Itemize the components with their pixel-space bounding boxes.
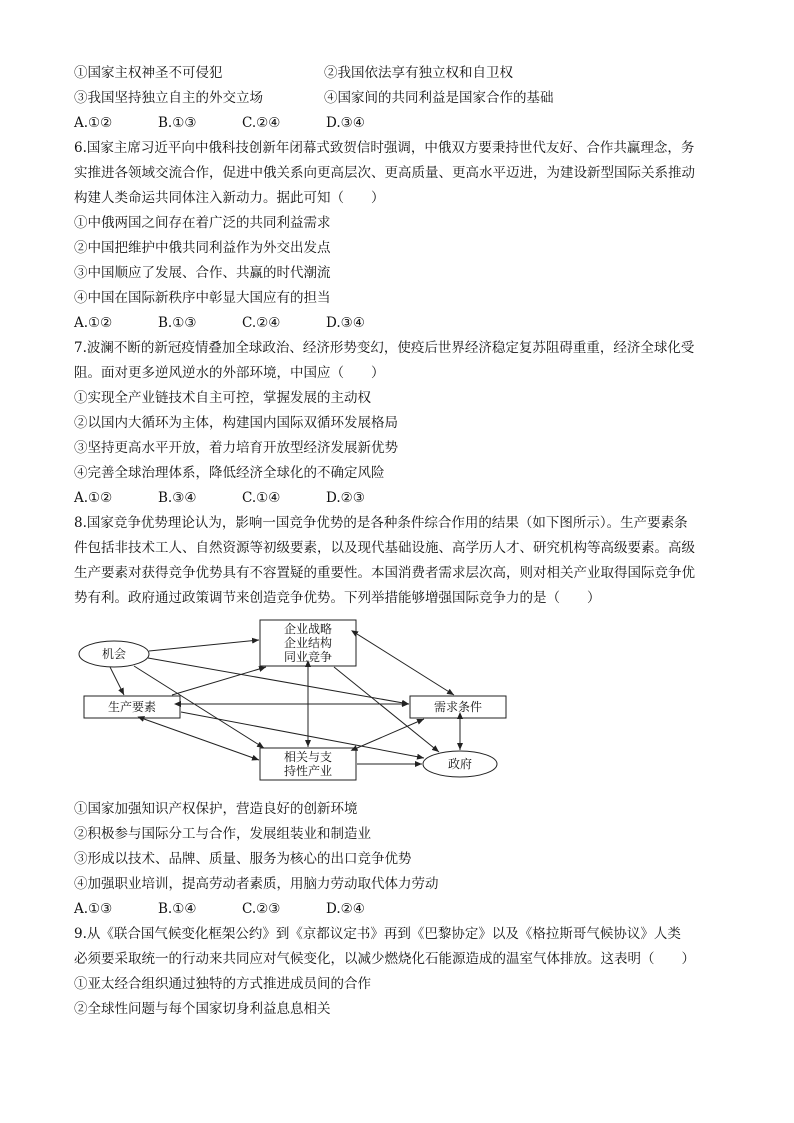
arrow-factors-strategy [172,667,266,695]
q8-answers [74,900,410,918]
q8-stem-line-1: 8.国家竞争优势理论认为，影响一国竞争优势的是各种条件综合作用的结果（如下图所示）。生产要素条 [74,515,688,531]
q8-answer-b[interactable]: B.①④ [158,901,197,917]
q5-answer-c[interactable]: C.②④ [242,115,281,131]
q6-option-1: ①中俄两国之间存在着广泛的共同利益需求 [74,215,331,231]
q6-answer-d[interactable]: D.③④ [326,315,365,331]
q6-option-3: ③中国顺应了发展、合作、共赢的时代潮流 [74,265,331,281]
node-strategy-line-1: 企业战略 [283,622,333,636]
node-demand-label: 需求条件 [433,700,483,714]
arrow-factors-related [144,719,259,760]
q5-answer-b[interactable]: B.①③ [158,115,197,131]
q6-stem-line-1: 6.国家主席习近平向中俄科技创新年闭幕式致贺信时强调，中俄双方要秉持世代友好、合作共赢理念，务 [74,140,695,156]
q6-stem-line-2: 实推进各领域交流合作，促进中俄关系向更高层次、更高质量、更高水平迈进，为建设新型国际关系推动 [74,165,695,181]
q7-answer-b[interactable]: B.③④ [158,490,197,506]
q5-option-2: ②我国依法享有独立权和自卫权 [324,65,513,81]
competitive-advantage-diagram [74,612,514,784]
q9-option-2: ②全球性问题与每个国家切身利益息息相关 [74,1001,331,1017]
q7-option-3: ③坚持更高水平开放，着力培育开放型经济发展新优势 [74,440,398,456]
q5-option-4: ④国家间的共同利益是国家合作的基础 [324,90,554,106]
q6-stem-line-3: 构建人类命运共同体注入新动力。据此可知（ ） [74,190,385,206]
q6-answer-a[interactable]: A.①② [74,315,113,331]
q6-option-2: ②中国把维护中俄共同利益作为外交出发点 [74,240,331,256]
q5-answer-a[interactable]: A.①② [74,115,113,131]
q8-option-2: ②积极参与国际分工与合作，发展组装业和制造业 [74,826,371,842]
q8-answer-a[interactable]: A.①③ [74,901,113,917]
q8-option-4: ④加强职业培训，提高劳动者素质，用脑力劳动取代体力劳动 [74,876,439,892]
q9-option-1: ①亚太经合组织通过独特的方式推进成员间的合作 [74,976,371,992]
q5-option-1: ①国家主权神圣不可侵犯 [74,65,223,81]
q9-stem-line-1: 9.从《联合国气候变化框架公约》到《京都议定书》再到《巴黎协定》以及《格拉斯哥气候协议》人类 [74,926,681,942]
q7-option-4: ④完善全球治理体系，降低经济全球化的不确定风险 [74,465,385,481]
q6-option-4: ④中国在国际新秩序中彰显大国应有的担当 [74,290,331,306]
q6-answer-c[interactable]: C.②④ [242,315,281,331]
node-government-label: 政府 [447,757,473,771]
q7-stem-line-1: 7.波澜不断的新冠疫情叠加全球政治、经济形势变幻，使疫后世界经济稳定复苏阻碍重重，经济全球化受 [74,340,695,356]
q8-stem-line-3: 生产要素对获得竞争优势具有不容置疑的重要性。本国消费者需求层次高，则对相关产业取得国际竞争优 [74,565,695,581]
q8-answer-c[interactable]: C.②③ [242,901,281,917]
q8-option-3: ③形成以技术、品牌、质量、服务为核心的出口竞争优势 [74,851,412,867]
q5-answers [74,114,410,132]
node-related-line-2: 持性产业 [283,764,333,778]
q8-option-1: ①国家加强知识产权保护，营造良好的创新环境 [74,801,358,817]
q8-stem-line-2: 件包括非技术工人、自然资源等初级要素，以及现代基础设施、高学历人才、研究机构等高级要素。高级 [74,540,695,556]
q8-stem-line-4: 势有利。政府通过政策调节来创造竞争优势。下列举措能够增强国际竞争力的是（ ） [74,590,601,606]
q7-answers [74,489,410,507]
arrow-chance-factors [110,667,124,695]
arrow-chance-strategy [149,640,259,651]
q7-option-2: ②以国内大循环为主体，构建国内国际双循环发展格局 [74,415,398,431]
q6-answers [74,314,410,332]
q9-stem-line-2: 必须要采取统一的行动来共同应对气候变化，以减少燃烧化石能源造成的温室气体排放。这表明（ ） [74,951,695,967]
q7-answer-c[interactable]: C.①④ [242,490,281,506]
q7-stem-line-2: 阻。面对更多逆风逆水的外部环境，中国应（ ） [74,365,385,381]
arrow-related-demand [357,719,424,748]
node-strategy-line-2: 企业结构 [283,636,333,650]
q5-answer-d[interactable]: D.③④ [326,115,365,131]
q8-answer-d[interactable]: D.②④ [326,901,365,917]
node-chance-label: 机会 [101,647,127,661]
node-related-line-1: 相关与支 [283,750,333,764]
q7-answer-d[interactable]: D.②③ [326,490,365,506]
arrow-strategy-demand [357,634,454,695]
q6-answer-b[interactable]: B.①③ [158,315,197,331]
node-factors-label: 生产要素 [107,700,157,714]
q7-answer-a[interactable]: A.①② [74,490,113,506]
node-strategy-line-3: 同业竞争 [283,650,333,664]
q7-option-1: ①实现全产业链技术自主可控，掌握发展的主动权 [74,390,371,406]
q5-option-3: ③我国坚持独立自主的外交立场 [74,90,263,106]
